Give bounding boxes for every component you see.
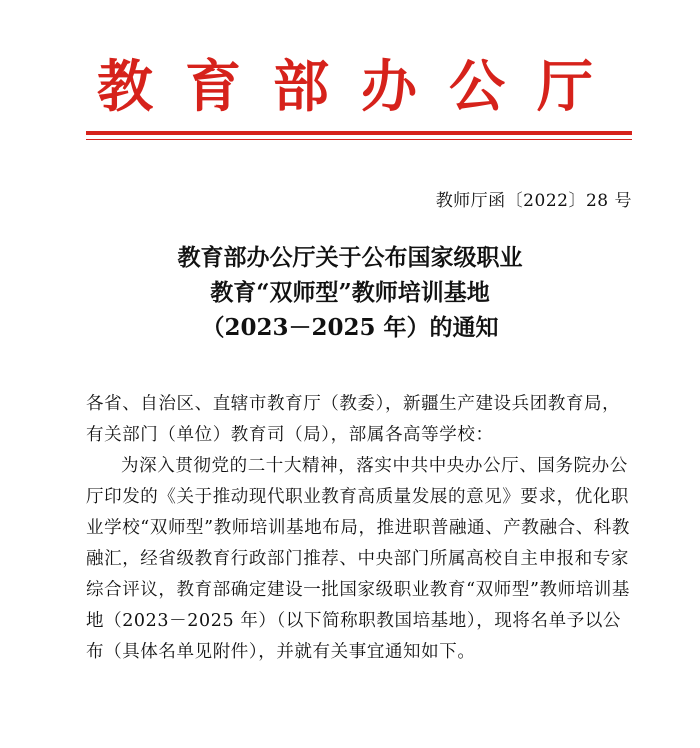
document-number: 教师厅函〔2022〕28 号 (435, 191, 632, 211)
header-rule-thick (86, 131, 632, 135)
header-rule-thin (86, 139, 632, 140)
document-body (86, 389, 634, 668)
title-line-2: 教育“双师型”教师培训基地 (210, 279, 490, 306)
addressee-paragraph: 各省、自治区、直辖市教育厅（教委），新疆生产建设兵团教育局，有关部门（单位）教育司（局），部属各高等学校： (86, 394, 621, 445)
document-title (0, 240, 700, 345)
title-line-3: （2023－2025 年）的通知 (201, 314, 499, 341)
body-paragraph-1: 为深入贯彻党的二十大精神，落实中共中央办公厅、国务院办公厅印发的《关于推动现代职业教育高质量发展的意见》要求，优化职业学校“双师型”教师培训基地布局，推进职普融通、产教融合、科教融汇，经省级教育行政部门推荐、中央部门所属高校自主申报和专家综合评议，教育部确定建设一批国家级职业教育“双师型”教师培训基地（2023－2025 年）（以下简称职教国培基地），现将名单予以公布（具体名单见附件），并就有关事宜通知如下。 (86, 456, 630, 662)
title-line-1: 教育部办公厅关于公布国家级职业 (177, 244, 523, 271)
issuer-header: 教育部办公厅 (97, 54, 625, 120)
